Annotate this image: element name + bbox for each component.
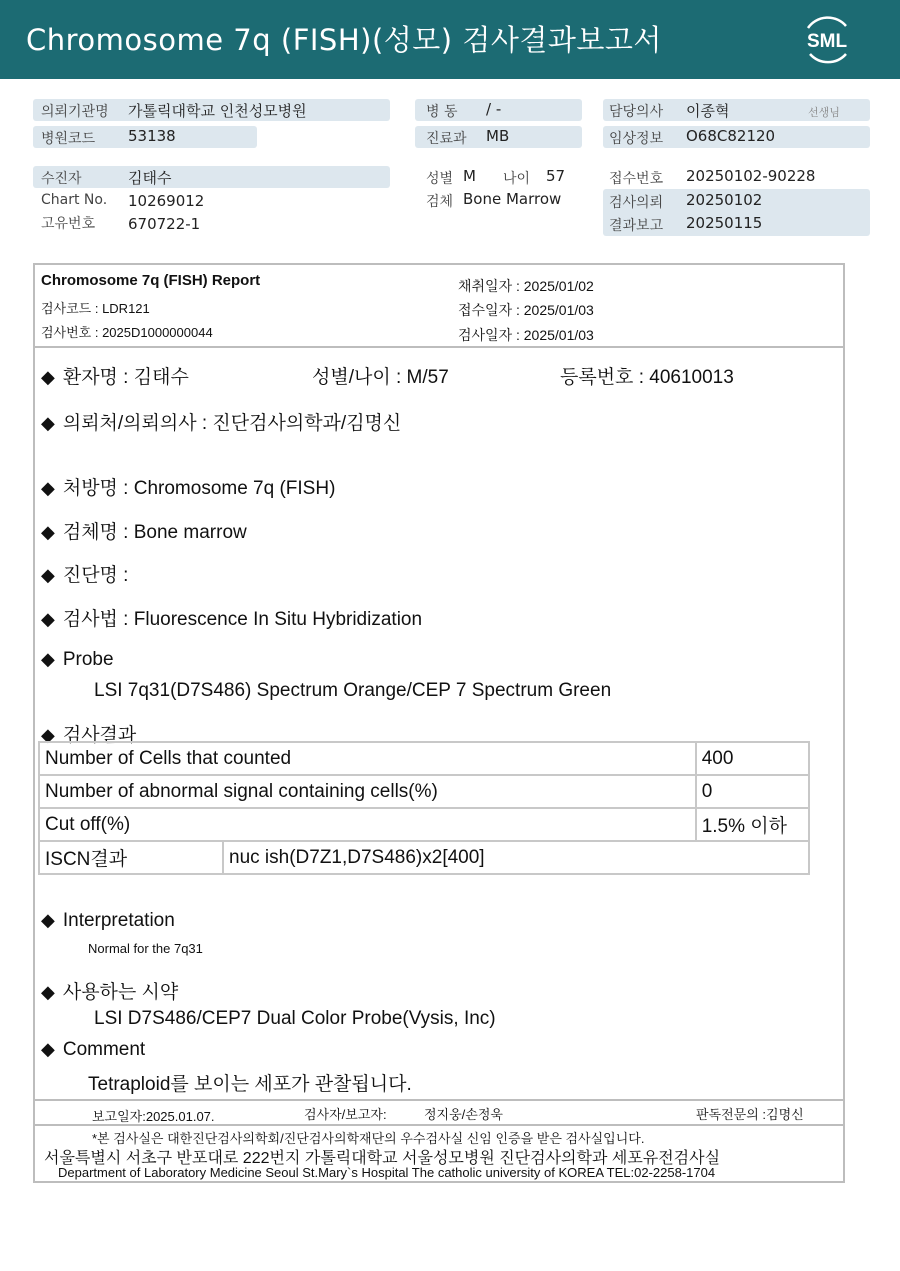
method: 검사법 : Fluorescence In Situ Hybridization xyxy=(62,609,423,630)
hosp-code-label: 병원코드 xyxy=(41,131,96,147)
req-inst-value: 가톨릭대학교 인천성모병원 xyxy=(128,102,307,120)
bullet-diamond-icon: ◆ xyxy=(41,725,55,745)
ward-label: 병 동 xyxy=(426,104,458,120)
result-label: Number of abnormal signal containing cells(%) xyxy=(39,775,696,808)
patient-name: 환자명 : 김태수 xyxy=(62,367,189,388)
page-title: Chromosome 7q (FISH)(성모) 검사결과보고서 xyxy=(26,23,662,57)
sml-logo xyxy=(800,14,854,66)
reagent-heading-line xyxy=(41,977,178,1004)
comment-heading-line xyxy=(41,1039,145,1061)
reg-number: 등록번호 : 40610013 xyxy=(560,367,734,388)
report-box xyxy=(33,263,845,1183)
referrer: 의뢰처/의뢰의사 : 진단검사의학과/김명신 xyxy=(62,413,402,434)
clinical-label: 임상정보 xyxy=(609,131,664,147)
test-number: 검사번호 : 2025D1000000044 xyxy=(41,325,213,340)
dept-english: Department of Laboratory Medicine Seoul St.Mary`s Hospital The catholic university of KOREA TEL:02-2258-1704 xyxy=(58,1165,716,1180)
result-value: 1.5% 이하 xyxy=(696,808,809,841)
test-code: 검사코드 : LDR121 xyxy=(41,301,150,316)
result-heading: 검사결과 xyxy=(62,725,137,746)
order-name: 처방명 : Chromosome 7q (FISH) xyxy=(62,478,336,499)
receipt-label: 접수번호 xyxy=(609,171,664,187)
bullet-diamond-icon: ◆ xyxy=(41,367,55,387)
table-row xyxy=(39,775,809,808)
comment-text: Tetraploid를 보이는 세포가 관찰됩니다. xyxy=(88,1074,412,1095)
specimen-label: 검체 xyxy=(426,194,454,210)
result-table xyxy=(38,741,810,875)
interp-text: Normal for the 7q31 xyxy=(88,941,203,956)
tester-names: 정지웅/손정욱 xyxy=(424,1107,503,1122)
referrer-line xyxy=(41,408,401,435)
report-title: Chromosome 7q (FISH) Report xyxy=(41,272,261,289)
interp-heading-line xyxy=(41,910,175,932)
sex-age: 성별/나이 : M/57 xyxy=(312,367,449,388)
iscn-label: ISCN결과 xyxy=(39,841,223,874)
patient-label: 수진자 xyxy=(41,171,82,187)
hosp-code-value: 53138 xyxy=(128,127,176,145)
bullet-diamond-icon: ◆ xyxy=(41,522,55,542)
dept-label: 진료과 xyxy=(426,131,467,147)
specimen-line xyxy=(41,517,247,544)
reagent-heading: 사용하는 시약 xyxy=(62,982,179,1003)
table-row xyxy=(39,841,809,874)
bullet-diamond-icon: ◆ xyxy=(41,413,55,433)
result-value: 400 xyxy=(696,742,809,775)
table-row xyxy=(39,742,809,775)
footer-divider xyxy=(35,1099,845,1101)
request-value: 20250102 xyxy=(686,191,763,209)
result-label: Number of Cells that counted xyxy=(39,742,696,775)
doctor-suffix: 선생님 xyxy=(808,106,840,119)
probe-heading: Probe xyxy=(62,649,114,670)
diagnosis-line xyxy=(41,560,128,587)
address: 서울특별시 서초구 반포대로 222번지 가톨릭대학교 서울성모병원 진단검사의학과 세포유전검사실 xyxy=(44,1150,721,1167)
collect-date: 채취일자 : 2025/01/02 xyxy=(458,278,594,294)
receipt-value: 20250102-90228 xyxy=(686,167,816,185)
bullet-diamond-icon: ◆ xyxy=(41,982,55,1002)
order-line xyxy=(41,473,335,500)
chart-no-value: 10269012 xyxy=(128,192,205,210)
report-date: 보고일자:2025.01.07. xyxy=(92,1109,215,1124)
patient-row xyxy=(33,166,390,188)
bullet-diamond-icon: ◆ xyxy=(41,478,55,498)
sex-value: M xyxy=(463,167,476,185)
uid-value: 670722-1 xyxy=(128,215,201,233)
bullet-diamond-icon: ◆ xyxy=(41,565,55,585)
bullet-diamond-icon: ◆ xyxy=(41,1039,55,1059)
table-row xyxy=(39,808,809,841)
logo-text: SML xyxy=(806,31,848,52)
interp-heading: Interpretation xyxy=(62,910,175,931)
certification: *본 검사실은 대한진단검사의학회/진단검사의학재단의 우수검사실 신임 인증을 받은 검사실입니다. xyxy=(92,1131,645,1146)
tester-label: 검사자/보고자: xyxy=(304,1107,387,1122)
footer-divider-2 xyxy=(35,1124,845,1126)
specimen-value: Bone Marrow xyxy=(463,190,562,208)
iscn-value: nuc ish(D7Z1,D7S486)x2[400] xyxy=(223,841,809,874)
request-label: 검사의뢰 xyxy=(609,195,664,211)
receive-date: 접수일자 : 2025/01/03 xyxy=(458,302,594,318)
method-line xyxy=(41,604,422,631)
dept-value: MB xyxy=(486,127,510,145)
reagent-text: LSI D7S486/CEP7 Dual Color Probe(Vysis, Inc) xyxy=(94,1008,496,1029)
probe-text: LSI 7q31(D7S486) Spectrum Orange/CEP 7 Spectrum Green xyxy=(94,680,612,701)
report-divider xyxy=(35,346,845,348)
req-inst-label: 의뢰기관명 xyxy=(41,104,109,120)
reader: 판독전문의 :김명신 xyxy=(696,1107,804,1122)
result-date-label: 결과보고 xyxy=(609,218,664,234)
ward-value: / - xyxy=(486,100,502,118)
bullet-diamond-icon: ◆ xyxy=(41,649,55,669)
uid-label: 고유번호 xyxy=(41,216,96,232)
bullet-diamond-icon: ◆ xyxy=(41,910,55,930)
comment-heading: Comment xyxy=(62,1039,146,1060)
patient-name-line xyxy=(41,362,189,389)
patient-value: 김태수 xyxy=(128,169,172,187)
specimen-name: 검체명 : Bone marrow xyxy=(62,522,247,543)
chart-no-label: Chart No. xyxy=(41,192,108,208)
age-label: 나이 xyxy=(503,171,531,187)
probe-heading-line xyxy=(41,649,114,671)
result-value: 0 xyxy=(696,775,809,808)
age-value: 57 xyxy=(546,167,566,185)
test-date: 검사일자 : 2025/01/03 xyxy=(458,327,594,343)
result-date-value: 20250115 xyxy=(686,214,763,232)
doctor-value: 이종혁 xyxy=(686,102,730,120)
diagnosis: 진단명 : xyxy=(62,565,129,586)
doctor-label: 담당의사 xyxy=(609,104,664,120)
clinical-value: O68C82120 xyxy=(686,127,776,145)
sex-label: 성별 xyxy=(426,171,454,187)
bullet-diamond-icon: ◆ xyxy=(41,609,55,629)
result-label: Cut off(%) xyxy=(39,808,696,841)
